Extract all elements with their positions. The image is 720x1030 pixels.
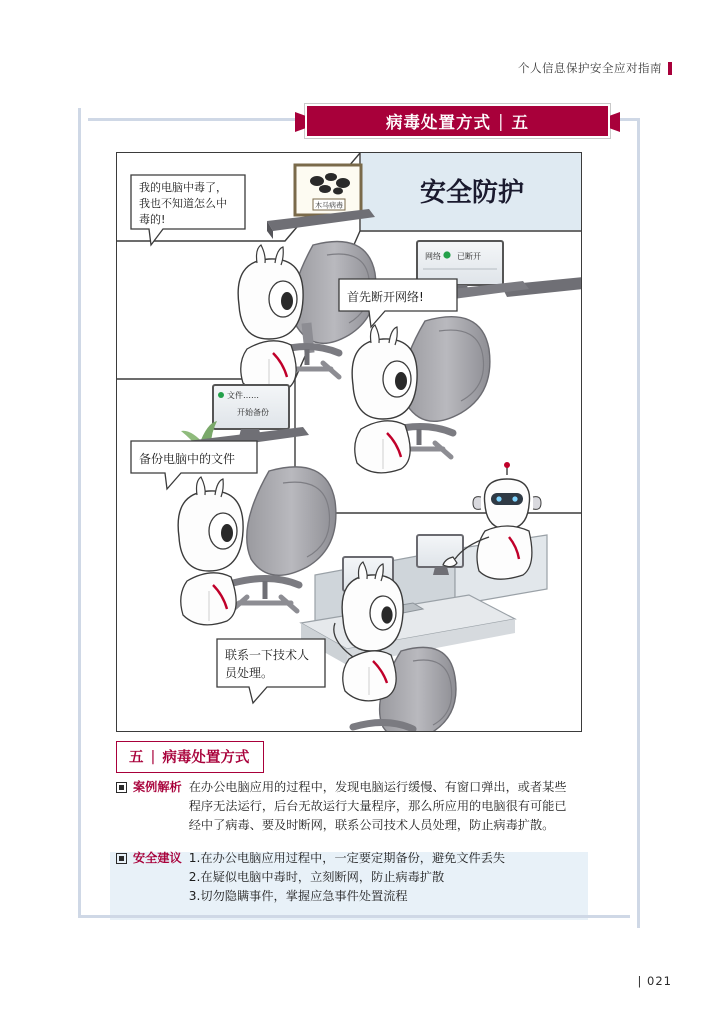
speech-bubble-4 [217, 639, 325, 703]
svg-text:备份电脑中的文件: 备份电脑中的文件 [139, 452, 236, 466]
advice-line: 3.切勿隐瞒事件，掌握应急事件处置流程 [188, 889, 408, 903]
safety-advice-label: 安全建议 [133, 851, 182, 865]
advice-line: 2.在疑似电脑中毒时，立刻断网，防止病毒扩散 [188, 870, 445, 884]
case-line: 在办公电脑应用的过程中，发现电脑运行缓慢、有窗口弹出，或者某些 [188, 780, 567, 794]
svg-text:我也不知道怎么中: 我也不知道怎么中 [139, 197, 227, 210]
svg-text:网络: 网络 [425, 252, 441, 261]
subsection-title [116, 741, 264, 773]
svg-text:联系一下技术人: 联系一下技术人 [225, 648, 310, 662]
subsection-separator: | [150, 748, 156, 765]
character-3 [178, 477, 243, 625]
speech-bubble-3 [131, 441, 257, 489]
subsection-label: 病毒处置方式 [162, 750, 250, 766]
page-number: | 021 [637, 974, 672, 988]
advice-line: 1.在办公电脑应用过程中，一定要定期备份，避免文件丢失 [188, 851, 506, 865]
case-analysis-label: 案例解析 [133, 780, 182, 794]
square-bullet-icon [116, 853, 127, 864]
case-line: 经中了病毒、要及时断网，联系公司技术人员处理，防止病毒扩散。 [188, 818, 555, 832]
square-bullet-icon [116, 782, 127, 793]
section-ribbon-number: 五 [511, 113, 530, 132]
header-accent-bar [668, 62, 672, 75]
comic-svg [117, 153, 582, 732]
body-content [116, 778, 582, 914]
safety-advice-paragraph [116, 849, 582, 906]
character-2 [352, 325, 417, 473]
comic-illustration [116, 152, 582, 732]
case-line: 程序无法运行，后台无故运行大量程序，那么所应用的电脑很有可能已 [188, 799, 567, 813]
character-1 [238, 245, 303, 393]
subsection-number: 五 [129, 750, 144, 766]
running-title: 个人信息保护安全应对指南 [518, 61, 662, 75]
svg-text:木马病毒: 木马病毒 [315, 201, 343, 210]
svg-text:开始备份: 开始备份 [237, 408, 269, 417]
section-ribbon [305, 104, 610, 138]
svg-text:首先断开网络!: 首先断开网络! [347, 290, 424, 304]
section-ribbon-title: 病毒处置方式 [385, 113, 491, 132]
safety-advice-text [189, 849, 582, 906]
svg-text:文件……: 文件…… [227, 391, 259, 400]
monitor-backup [213, 385, 289, 437]
case-analysis-text [189, 778, 582, 835]
case-analysis-paragraph [116, 778, 582, 835]
svg-text:已断开: 已断开 [457, 252, 481, 261]
running-header [518, 60, 672, 76]
trojan-picture [295, 165, 361, 215]
title-panel-text: 安全防护 [419, 178, 525, 208]
section-ribbon-separator: | [497, 111, 505, 131]
svg-text:员处理。: 员处理。 [225, 666, 274, 680]
svg-text:毒的!: 毒的! [139, 213, 166, 226]
svg-text:我的电脑中毒了，: 我的电脑中毒了， [139, 181, 227, 194]
speech-bubble-1 [131, 175, 245, 245]
office-scene [301, 462, 547, 732]
